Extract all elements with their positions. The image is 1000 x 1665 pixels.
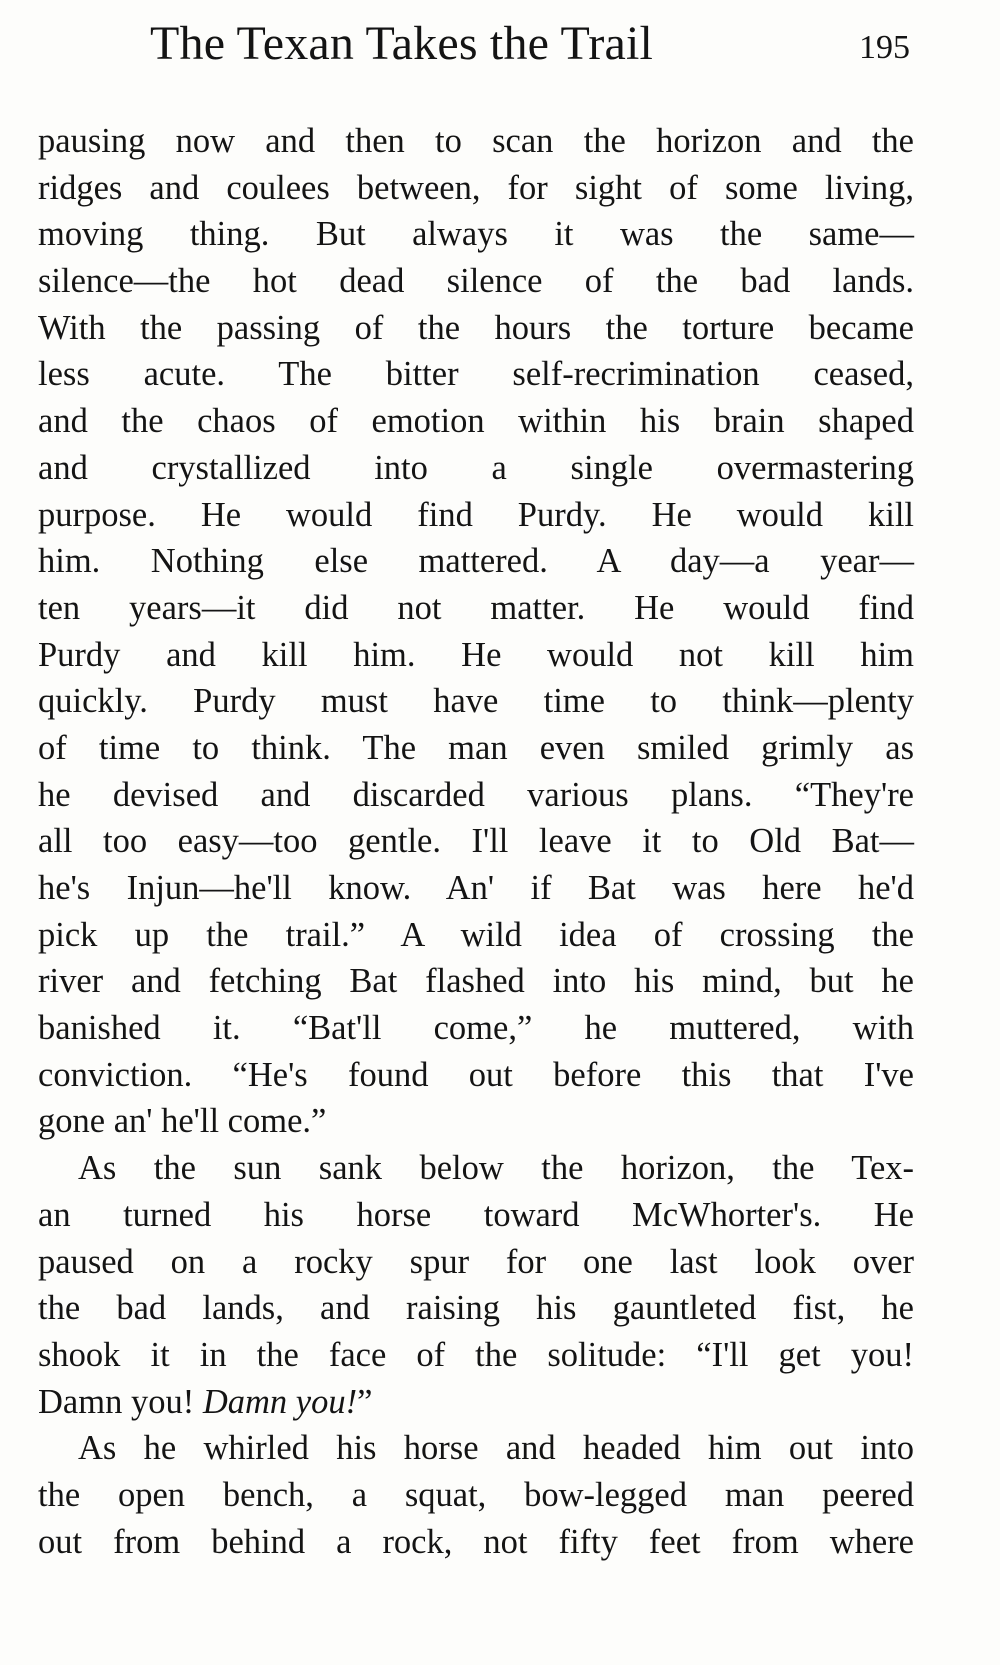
closing-quote: ”: [357, 1382, 373, 1421]
text-line: pausing now and then to scan the horizon and the: [38, 122, 914, 160]
text-line: less acute. The bitter self-recrimination ceased,: [38, 355, 914, 394]
running-title: The Texan Takes the Trail: [150, 17, 654, 70]
text-line: quickly. Purdy must have time to think—plenty: [38, 682, 914, 721]
text-line: As the sun sank below the horizon, the Tex-: [78, 1149, 914, 1188]
text-line: paused on a rocky spur for one last look over: [38, 1242, 914, 1281]
text-line: conviction. “He's found out before this that I've: [38, 1055, 914, 1094]
text-line: and the chaos of emotion within his brain shaped: [38, 402, 914, 441]
text-line: him. Nothing else mattered. A day—a year—: [38, 542, 914, 581]
text-line: With the passing of the hours the torture became: [38, 308, 914, 347]
text-line: gone an' he'll come.”: [38, 1102, 327, 1141]
text-line: pick up the trail.” A wild idea of crossing the: [38, 915, 914, 954]
text-line: shook it in the face of the solitude: “I'll get you!: [38, 1335, 914, 1374]
text-line: Purdy and kill him. He would not kill him: [38, 635, 914, 674]
text-line: the bad lands, and raising his gauntleted fist, he: [38, 1289, 914, 1328]
text-line: As he whirled his horse and headed him out into: [78, 1429, 914, 1468]
text-line: the open bench, a squat, bow-legged man peered: [38, 1475, 914, 1514]
text-line: and crystallized into a single overmastering: [38, 448, 914, 487]
page-number: 195: [859, 29, 910, 66]
text-line: ridges and coulees between, for sight of some living,: [38, 168, 914, 207]
text-line: ten years—it did not matter. He would find: [38, 588, 914, 627]
text-line: of time to think. The man even smiled grimly as: [38, 728, 914, 767]
italic-exclamation: Damn you!: [202, 1382, 358, 1421]
text-line-mixed: [38, 1379, 914, 1426]
running-head: [150, 8, 910, 80]
body-text: [38, 118, 914, 1565]
text-line: he's Injun—he'll know. An' if Bat was here he'd: [38, 869, 914, 907]
text-line: river and fetching Bat flashed into his mind, but he: [38, 962, 914, 1001]
text-line: moving thing. But always it was the same—: [38, 215, 914, 254]
text-line-start: Damn you!: [38, 1382, 203, 1421]
text-line: silence—the hot dead silence of the bad lands.: [38, 262, 914, 301]
text-line: he devised and discarded various plans. “They're: [38, 775, 914, 814]
text-line: out from behind a rock, not fifty feet from where: [38, 1522, 914, 1561]
text-line: an turned his horse toward McWhorter's. He: [38, 1195, 914, 1234]
text-line: all too easy—too gentle. I'll leave it to Old Bat—: [38, 822, 914, 861]
text-line: purpose. He would find Purdy. He would kill: [38, 495, 914, 534]
text-line: banished it. “Bat'll come,” he muttered, with: [38, 1009, 914, 1048]
